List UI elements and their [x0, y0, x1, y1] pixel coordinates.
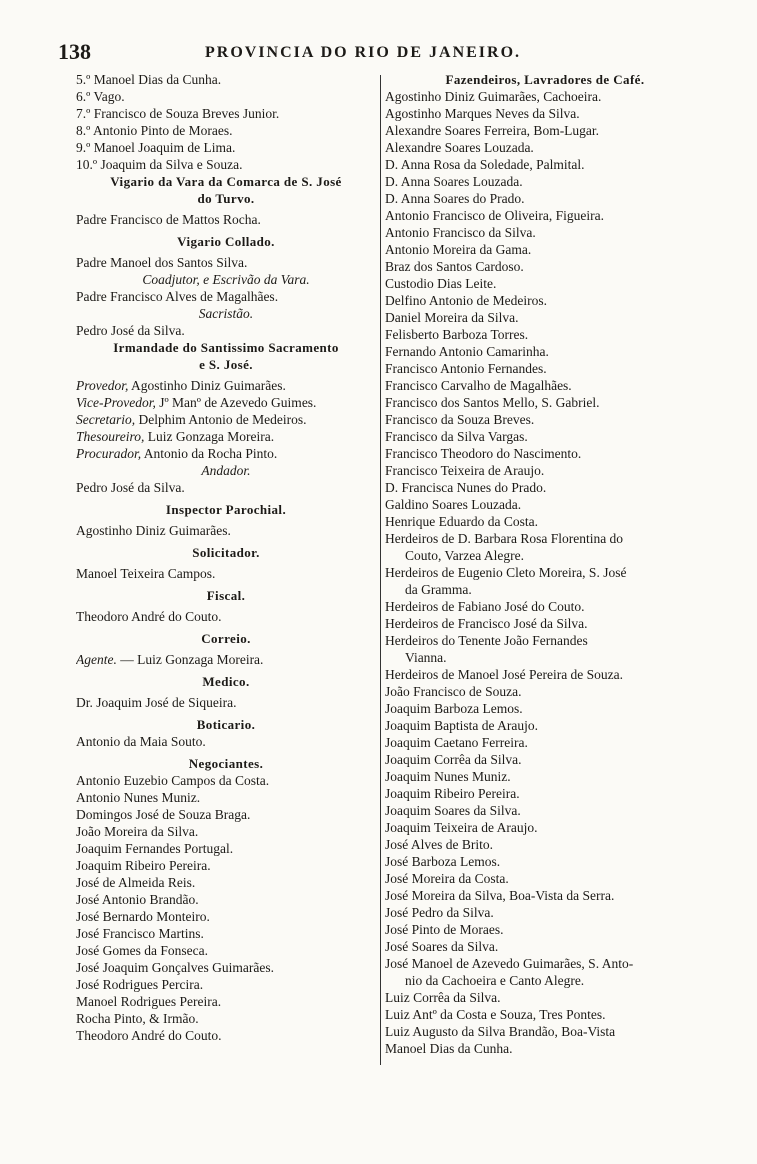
- entry-line: Padre Manoel dos Santos Silva.: [76, 255, 248, 270]
- officer-row: [76, 394, 376, 411]
- entry-line: Agostinho Diniz Guimarães.: [76, 523, 231, 538]
- sub-heading: Coadjutor, e Escrivão da Vara.: [142, 272, 310, 287]
- item-number: 5.º: [76, 72, 91, 87]
- item-number: 9.º: [76, 140, 91, 155]
- list-item: [385, 632, 705, 666]
- list-item: [385, 564, 705, 598]
- list-item: [385, 768, 705, 785]
- list-item-text: Galdino Soares Louzada.: [385, 497, 522, 512]
- agent-label: Agente.: [76, 652, 117, 667]
- list-item: [385, 836, 705, 853]
- item-number: 6.º: [76, 89, 91, 104]
- list-item-continuation: Vianna.: [405, 650, 447, 665]
- list-item-text: Joaquim Baptista de Araujo.: [385, 718, 538, 733]
- list-item-text: José Manoel de Azevedo Guimarães, S. Anto-: [385, 956, 634, 971]
- section-heading-solicitador: Solicitador.: [192, 545, 260, 560]
- numbered-list: [76, 71, 376, 173]
- list-item-text: Herdeiros de Francisco José da Silva.: [385, 616, 588, 631]
- list-item: [385, 428, 705, 445]
- entry-line: Pedro José da Silva.: [76, 323, 185, 338]
- page-header: [0, 40, 757, 64]
- list-item-text: Herdeiros de Fabiano José do Couto.: [385, 599, 585, 614]
- numbered-item: [76, 88, 376, 105]
- list-item: [385, 479, 705, 496]
- list-item: [385, 615, 705, 632]
- section-heading-medico: Medico.: [202, 674, 250, 689]
- list-item-text: Felisberto Barboza Torres.: [385, 327, 529, 342]
- page-number: 138: [58, 39, 91, 64]
- list-item: [385, 1040, 705, 1057]
- list-item-text: Francisco Teixeira de Araujo.: [385, 463, 545, 478]
- list-item: Rocha Pinto, & Irmão.: [76, 1011, 199, 1026]
- list-item-text: José Moreira da Costa.: [385, 871, 509, 886]
- list-item-text: José Pedro da Silva.: [385, 905, 494, 920]
- list-item: Joaquim Ribeiro Pereira.: [76, 858, 211, 873]
- section-heading-correio: Correio.: [201, 631, 251, 646]
- list-item: [385, 921, 705, 938]
- list-item: [385, 938, 705, 955]
- list-item: [385, 105, 705, 122]
- list-item-text: Antonio Francisco da Silva.: [385, 225, 536, 240]
- list-item-text: Luiz Antº da Costa e Souza, Tres Pontes.: [385, 1007, 606, 1022]
- list-item: Manoel Rodrigues Pereira.: [76, 994, 222, 1009]
- list-item: [385, 88, 705, 105]
- list-item-text: Luiz Corrêa da Silva.: [385, 990, 501, 1005]
- sub-heading: Sacristão.: [198, 306, 254, 321]
- officer-label: Thesoureiro,: [76, 429, 145, 444]
- list-item: [385, 122, 705, 139]
- item-number: 7.º: [76, 106, 91, 121]
- list-item-continuation: da Gramma.: [405, 582, 472, 597]
- list-item: [385, 343, 705, 360]
- list-item: João Moreira da Silva.: [76, 824, 199, 839]
- right-column: [385, 71, 705, 1057]
- list-item: [385, 156, 705, 173]
- list-item-text: Francisco da Souza Breves.: [385, 412, 535, 427]
- list-item-text: Delfino Antonio de Medeiros.: [385, 293, 547, 308]
- list-item: [385, 598, 705, 615]
- list-item: Antonio Euzebio Campos da Costa.: [76, 773, 270, 788]
- list-item-text: Joaquim Soares da Silva.: [385, 803, 521, 818]
- agent-name: — Luiz Gonzaga Moreira.: [116, 652, 264, 667]
- list-item: [385, 955, 705, 989]
- list-item: [385, 292, 705, 309]
- officer-row: [76, 445, 376, 462]
- list-item: [385, 989, 705, 1006]
- list-item-text: Fernando Antonio Camarinha.: [385, 344, 549, 359]
- officer-name: Luiz Gonzaga Moreira.: [144, 429, 275, 444]
- list-item-text: Agostinho Diniz Guimarães, Cachoeira.: [385, 89, 602, 104]
- list-item: [385, 700, 705, 717]
- item-name: Antonio Pinto de Moraes.: [92, 123, 233, 138]
- list-item-text: João Francisco de Souza.: [385, 684, 522, 699]
- list-item: [385, 173, 705, 190]
- entry-line: [76, 651, 376, 668]
- list-item: [385, 683, 705, 700]
- list-item-text: Francisco dos Santos Mello, S. Gabriel.: [385, 395, 600, 410]
- list-item: [385, 411, 705, 428]
- officer-label: Secretario,: [76, 412, 136, 427]
- section-heading-vigario-vara: Vigario da Vara da Comarca de S. José: [110, 174, 342, 189]
- section-heading-inspector: Inspector Parochial.: [165, 502, 287, 517]
- entry-line: Theodoro André do Couto.: [76, 609, 222, 624]
- list-item: Joaquim Fernandes Portugal.: [76, 841, 234, 856]
- list-item: José Rodrigues Percira.: [76, 977, 204, 992]
- entry-line: Padre Francisco de Mattos Rocha.: [76, 212, 261, 227]
- list-item: [385, 819, 705, 836]
- list-item: [385, 785, 705, 802]
- list-item-text: Herdeiros de Manoel José Pereira de Souza.: [385, 667, 624, 682]
- farmer-list: [385, 88, 705, 1057]
- list-item: [385, 258, 705, 275]
- list-item-text: Francisco Carvalho de Magalhães.: [385, 378, 572, 393]
- list-item: [385, 326, 705, 343]
- list-item: [385, 241, 705, 258]
- list-item: José Gomes da Fonseca.: [76, 943, 208, 958]
- list-item-text: Francisco Theodoro do Nascimento.: [385, 446, 582, 461]
- entry-line: Antonio da Maia Souto.: [76, 734, 206, 749]
- left-column: [76, 71, 376, 1044]
- entry-line: Pedro José da Silva.: [76, 480, 185, 495]
- entry-line: Dr. Joaquim José de Siqueira.: [76, 695, 237, 710]
- item-number: 10.º: [76, 157, 98, 172]
- merchant-list: [76, 772, 376, 1044]
- list-item-text: Manoel Dias da Cunha.: [385, 1041, 513, 1056]
- list-item: [385, 394, 705, 411]
- list-item: [385, 462, 705, 479]
- list-item-text: D. Francisca Nunes do Prado.: [385, 480, 547, 495]
- list-item: [385, 904, 705, 921]
- list-item: José Francisco Martins.: [76, 926, 204, 941]
- list-item-text: Luiz Augusto da Silva Brandão, Boa-Vista: [385, 1024, 616, 1039]
- list-item: José Joaquim Gonçalves Guimarães.: [76, 960, 274, 975]
- list-item: [385, 530, 705, 564]
- officer-row: [76, 411, 376, 428]
- officer-name: Jº Manº de Azevedo Guimes.: [155, 395, 317, 410]
- list-item: [385, 360, 705, 377]
- list-item: [385, 751, 705, 768]
- officer-label: Procurador,: [76, 446, 142, 461]
- list-item-text: José Barboza Lemos.: [385, 854, 501, 869]
- list-item-text: Alexandre Soares Ferreira, Bom-Lugar.: [385, 123, 600, 138]
- list-item: [385, 1023, 705, 1040]
- list-item-text: Joaquim Caetano Ferreira.: [385, 735, 528, 750]
- list-item-text: José Pinto de Moraes.: [385, 922, 504, 937]
- numbered-item: [76, 122, 376, 139]
- list-item: [385, 445, 705, 462]
- list-item-text: Braz dos Santos Cardoso.: [385, 259, 524, 274]
- list-item-text: José Moreira da Silva, Boa-Vista da Serra.: [385, 888, 615, 903]
- section-heading-fiscal: Fiscal.: [206, 588, 246, 603]
- list-item: José de Almeida Reis.: [76, 875, 196, 890]
- list-item-text: Custodio Dias Leite.: [385, 276, 497, 291]
- numbered-item: [76, 139, 376, 156]
- running-title: PROVINCIA DO RIO DE JANEIRO.: [205, 44, 522, 61]
- item-name: Manoel Dias da Cunha.: [93, 72, 222, 87]
- list-item: [385, 887, 705, 904]
- officer-name: Delphim Antonio de Medeiros.: [135, 412, 307, 427]
- column-divider: [380, 75, 381, 1065]
- list-item-text: Francisco Antonio Fernandes.: [385, 361, 547, 376]
- list-item-text: Antonio Francisco de Oliveira, Figueira.: [385, 208, 604, 223]
- section-heading-vigario-collado: Vigario Collado.: [177, 234, 275, 249]
- list-item: [385, 734, 705, 751]
- list-item-text: Herdeiros de Eugenio Cleto Moreira, S. José: [385, 565, 627, 580]
- list-item-text: Francisco da Silva Vargas.: [385, 429, 528, 444]
- list-item-text: D. Anna Rosa da Soledade, Palmital.: [385, 157, 585, 172]
- item-number: 8.º: [76, 123, 91, 138]
- list-item: José Antonio Brandão.: [76, 892, 199, 907]
- list-item: [385, 207, 705, 224]
- list-item-text: D. Anna Soares do Prado.: [385, 191, 525, 206]
- list-item-text: Alexandre Soares Louzada.: [385, 140, 534, 155]
- list-item: [385, 275, 705, 292]
- list-item: [385, 513, 705, 530]
- list-item-text: Daniel Moreira da Silva.: [385, 310, 519, 325]
- sub-heading: Andador.: [201, 463, 251, 478]
- list-item: [385, 853, 705, 870]
- list-item-text: Joaquim Corrêa da Silva.: [385, 752, 522, 767]
- numbered-item: [76, 156, 376, 173]
- numbered-item: [76, 105, 376, 122]
- officer-name: Antonio da Rocha Pinto.: [141, 446, 278, 461]
- list-item: José Bernardo Monteiro.: [76, 909, 210, 924]
- officer-row: [76, 428, 376, 445]
- list-item-text: Herdeiros de D. Barbara Rosa Florentina do: [385, 531, 624, 546]
- officer-name: Agostinho Diniz Guimarães.: [128, 378, 286, 393]
- list-item: [385, 224, 705, 241]
- list-item-text: D. Anna Soares Louzada.: [385, 174, 523, 189]
- section-heading-irmandade-cont: e S. José.: [199, 357, 253, 372]
- list-item: [385, 802, 705, 819]
- list-item: Theodoro André do Couto.: [76, 1028, 222, 1043]
- list-item-text: José Soares da Silva.: [385, 939, 499, 954]
- list-item: Antonio Nunes Muniz.: [76, 790, 201, 805]
- officer-label: Vice-Provedor,: [76, 395, 156, 410]
- list-item-text: Joaquim Nunes Muniz.: [385, 769, 511, 784]
- list-item: [385, 139, 705, 156]
- list-item: [385, 717, 705, 734]
- item-name: Francisco de Souza Breves Junior.: [93, 106, 280, 121]
- officer-label: Provedor,: [76, 378, 129, 393]
- item-name: Vago.: [93, 89, 125, 104]
- section-heading-vigario-vara-cont: do Turvo.: [197, 191, 255, 206]
- list-item: [385, 1006, 705, 1023]
- entry-line: Padre Francisco Alves de Magalhães.: [76, 289, 279, 304]
- entry-line: Manoel Teixeira Campos.: [76, 566, 216, 581]
- list-item-text: Antonio Moreira da Gama.: [385, 242, 532, 257]
- section-heading-fazendeiros: Fazendeiros, Lavradores de Café.: [445, 72, 645, 87]
- numbered-item: [76, 71, 376, 88]
- list-item-text: Herdeiros do Tenente João Fernandes: [385, 633, 588, 648]
- list-item: [385, 190, 705, 207]
- list-item-text: Joaquim Barboza Lemos.: [385, 701, 523, 716]
- list-item-text: Henrique Eduardo da Costa.: [385, 514, 538, 529]
- item-name: Manoel Joaquim de Lima.: [93, 140, 236, 155]
- list-item: [385, 870, 705, 887]
- list-item-continuation: nio da Cachoeira e Canto Alegre.: [405, 973, 585, 988]
- officer-row: [76, 377, 376, 394]
- list-item-text: Agostinho Marques Neves da Silva.: [385, 106, 580, 121]
- list-item-text: José Alves de Brito.: [385, 837, 493, 852]
- list-item: [385, 496, 705, 513]
- list-item-text: Joaquim Ribeiro Pereira.: [385, 786, 520, 801]
- list-item-continuation: Couto, Varzea Alegre.: [405, 548, 524, 563]
- list-item: Domingos José de Souza Braga.: [76, 807, 251, 822]
- item-name: Joaquim da Silva e Souza.: [100, 157, 243, 172]
- list-item: [385, 666, 705, 683]
- list-item: [385, 309, 705, 326]
- list-item: [385, 377, 705, 394]
- list-item-text: Joaquim Teixeira de Araujo.: [385, 820, 538, 835]
- section-heading-irmandade: Irmandade do Santissimo Sacramento: [113, 340, 339, 355]
- section-heading-negociantes: Negociantes.: [188, 756, 264, 771]
- section-heading-boticario: Boticario.: [196, 717, 256, 732]
